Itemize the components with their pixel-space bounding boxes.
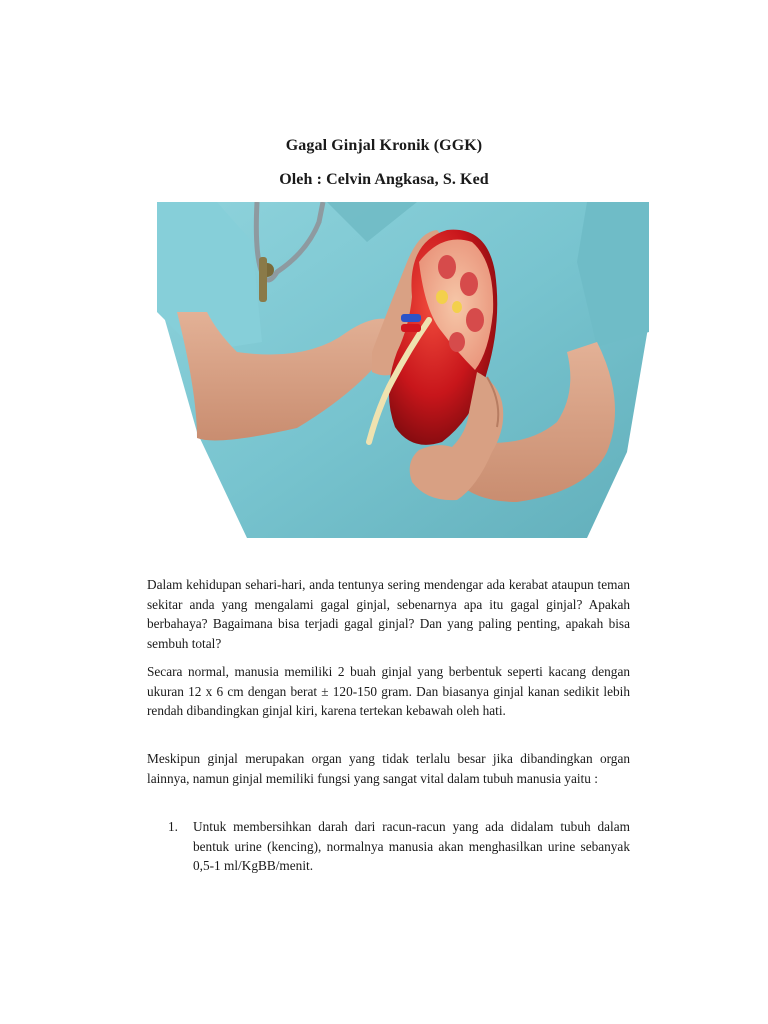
list-number: 1.: [168, 819, 178, 834]
list-text: Untuk membersihkan darah dari racun-racun yang ada didalam tubuh dalam bentuk urine (kencing), normalnya manusia akan menghasilkan urine sebanyak 0,5-1 ml/KgBB/menit.: [193, 819, 630, 873]
kidney-model-photo: [157, 202, 649, 538]
list-item: [147, 817, 630, 876]
paragraph-kidney-function: Meskipun ginjal merupakan organ yang tidak terlalu besar jika dibandingkan organ lainnya, namun ginjal memiliki fungsi yang sangat vital dalam tubuh manusia yaitu :: [147, 751, 630, 786]
document-title: Gagal Ginjal Kronik (GGK): [285, 137, 483, 154]
photo-illustration: [157, 202, 649, 538]
author-line: Oleh : Celvin Angkasa, S. Ked: [279, 171, 489, 188]
paragraph-normal-kidney: Secara normal, manusia memiliki 2 buah ginjal yang berbentuk seperti kacang dengan ukuran 12 x 6 cm dengan berat ± 120-150 gram. Dan biasanya ginjal kanan sedikit lebih rendah dibandingkan ginjal kiri, karena tertekan kebawah oleh hati.: [147, 664, 630, 718]
function-list: [147, 817, 630, 876]
paragraph-intro: Dalam kehidupan sehari-hari, anda tentunya sering mendengar ada kerabat ataupun teman sekitar anda yang mengalami gagal ginjal, sebenarnya apa itu gagal ginjal? Apakah berbahaya? Bagaimana bisa terjadi gagal ginjal? Dan yang paling penting, apakah bisa sembuh total?: [147, 577, 630, 651]
